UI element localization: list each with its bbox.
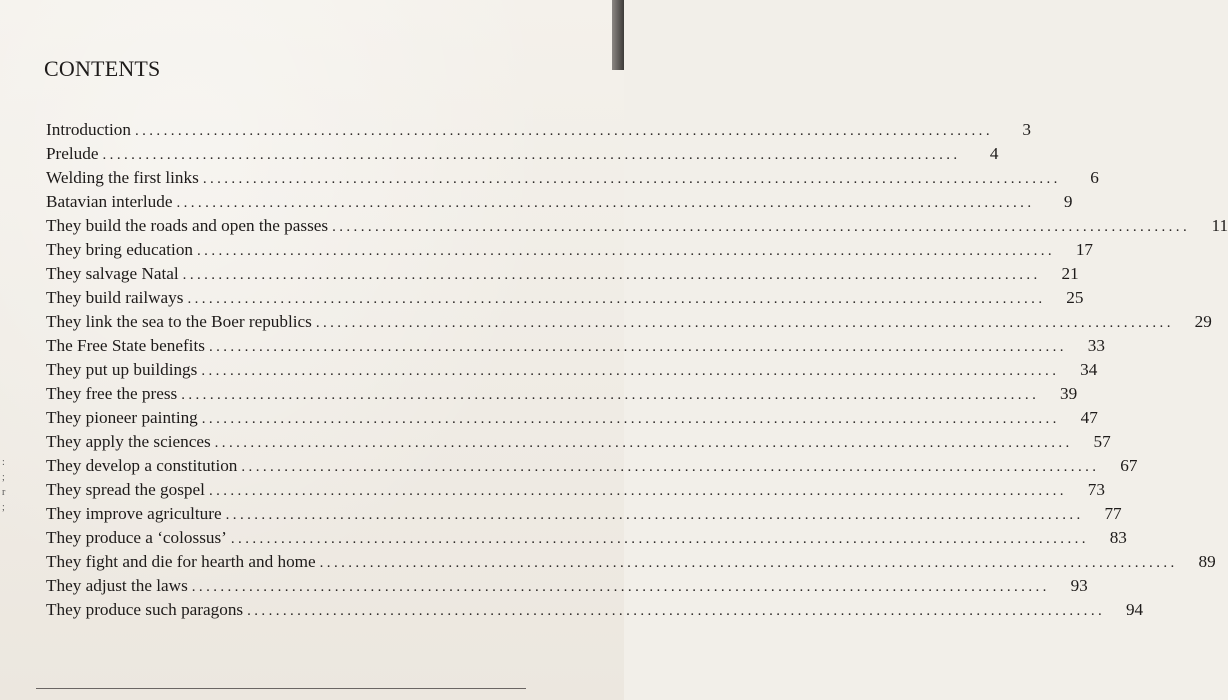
toc-entry-page: 9 <box>1063 192 1073 211</box>
toc-entry-title: Introduction <box>46 120 131 139</box>
toc-entry <box>46 118 1031 142</box>
toc-entry-page: 47 <box>1080 408 1098 427</box>
toc-leader-dots: ........................................................................................................................ <box>247 603 1106 619</box>
toc-entry-page: 3 <box>1022 120 1031 139</box>
toc-leader-dots: ........................................................................................................................ <box>208 339 1067 355</box>
toc-entry <box>46 334 1105 358</box>
toc-entry-page: 21 <box>1061 264 1079 283</box>
toc-entry-title: Batavian interlude <box>46 192 173 211</box>
toc-entry <box>46 598 1144 622</box>
contents-heading: CONTENTS <box>44 56 161 81</box>
toc-entry-page: 33 <box>1087 336 1105 355</box>
toc-entry <box>46 430 1111 454</box>
toc-entry-page: 93 <box>1070 576 1088 595</box>
toc-entry-page: 94 <box>1125 600 1144 619</box>
toc-entry-page: 29 <box>1194 312 1212 331</box>
toc-entry <box>46 550 1216 574</box>
margin-mark: ; <box>2 472 5 483</box>
margin-marks <box>2 455 5 515</box>
toc-entry-page: 67 <box>1120 456 1138 475</box>
toc-entry-page: 6 <box>1090 168 1099 187</box>
toc-entry <box>46 238 1094 262</box>
page-edge-shadow <box>612 0 624 70</box>
toc-entry-page: 77 <box>1104 504 1122 523</box>
toc-leader-dots: ........................................................................................................................ <box>176 195 1035 211</box>
toc-entry-page: 17 <box>1075 240 1094 259</box>
toc-entry-title: They adjust the laws <box>46 576 188 595</box>
toc-entry <box>46 574 1088 598</box>
toc-entry <box>46 286 1084 310</box>
toc-leader-dots: ........................................................................................................................ <box>187 291 1046 307</box>
table-of-contents <box>46 118 1228 622</box>
toc-entry-title: Welding the first links <box>46 168 199 187</box>
margin-mark: r <box>2 487 6 498</box>
margin-mark: ; <box>2 502 5 513</box>
toc-entry-title: They develop a constitution <box>46 456 238 475</box>
toc-leader-dots: ........................................................................................................................ <box>230 531 1089 547</box>
toc-entry-title: They free the press <box>46 384 178 403</box>
toc-entry <box>46 382 1078 406</box>
toc-entry-title: They link the sea to the Boer republics <box>46 312 312 331</box>
toc-leader-dots: ........................................................................................................................ <box>332 219 1191 235</box>
toc-entry-title: They improve agriculture <box>46 504 222 523</box>
toc-entry <box>46 142 999 166</box>
toc-leader-dots: ........................................................................................................................ <box>241 459 1100 475</box>
toc-leader-dots: ........................................................................................................................ <box>315 315 1174 331</box>
toc-entry-title: They salvage Natal <box>46 264 179 283</box>
toc-entry-page: 25 <box>1066 288 1084 307</box>
toc-leader-dots: ........................................................................................................................ <box>102 147 961 163</box>
toc-entry <box>46 406 1098 430</box>
toc-leader-dots: ........................................................................................................................ <box>134 123 993 139</box>
toc-entry-title: They produce a ‘colossus’ <box>46 528 227 547</box>
toc-entry-page: 57 <box>1093 432 1111 451</box>
toc-entry-title: They apply the sciences <box>46 432 211 451</box>
toc-leader-dots: ........................................................................................................................ <box>319 555 1178 571</box>
toc-entry-title: They fight and die for hearth and home <box>46 552 316 571</box>
margin-mark: : <box>2 457 5 468</box>
toc-entry-title: They produce such paragons <box>46 600 244 619</box>
toc-leader-dots: ........................................................................................................................ <box>202 171 1061 187</box>
toc-entry-title: They spread the gospel <box>46 480 205 499</box>
toc-entry-title: They put up buildings <box>46 360 198 379</box>
toc-entry <box>46 262 1079 286</box>
toc-entry-title: They pioneer painting <box>46 408 198 427</box>
toc-entry <box>46 310 1212 334</box>
toc-entry <box>46 190 1073 214</box>
toc-leader-dots: ........................................................................................................................ <box>208 483 1067 499</box>
toc-entry-title: The Free State benefits <box>46 336 205 355</box>
toc-entry-page: 34 <box>1080 360 1098 379</box>
toc-leader-dots: ........................................................................................................................ <box>181 387 1040 403</box>
toc-entry-page: 39 <box>1060 384 1078 403</box>
bottom-rule <box>36 688 526 689</box>
toc-entry <box>46 358 1098 382</box>
toc-leader-dots: ........................................................................................................................ <box>225 507 1084 523</box>
toc-entry <box>46 502 1122 526</box>
toc-entry-page: 73 <box>1087 480 1105 499</box>
toc-entry-page: 4 <box>989 144 999 163</box>
toc-leader-dots: ........................................................................................................................ <box>214 435 1073 451</box>
toc-entry <box>46 478 1105 502</box>
toc-leader-dots: ........................................................................................................................ <box>197 243 1056 259</box>
toc-entry-title: They build the roads and open the passes <box>46 216 329 235</box>
toc-leader-dots: ........................................................................................................................ <box>191 579 1050 595</box>
toc-entry-page: 89 <box>1198 552 1216 571</box>
toc-entry-title: They bring education <box>46 240 194 259</box>
toc-entry <box>46 526 1127 550</box>
toc-entry <box>46 454 1138 478</box>
toc-entry-title: Prelude <box>46 144 99 163</box>
toc-entry <box>46 214 1228 238</box>
toc-entry-page: 11 <box>1211 216 1228 235</box>
toc-leader-dots: ........................................................................................................................ <box>201 411 1060 427</box>
toc-entry <box>46 166 1099 190</box>
toc-entry-page: 83 <box>1109 528 1127 547</box>
toc-leader-dots: ........................................................................................................................ <box>182 267 1041 283</box>
toc-entry-title: They build railways <box>46 288 184 307</box>
toc-leader-dots: ........................................................................................................................ <box>201 363 1060 379</box>
